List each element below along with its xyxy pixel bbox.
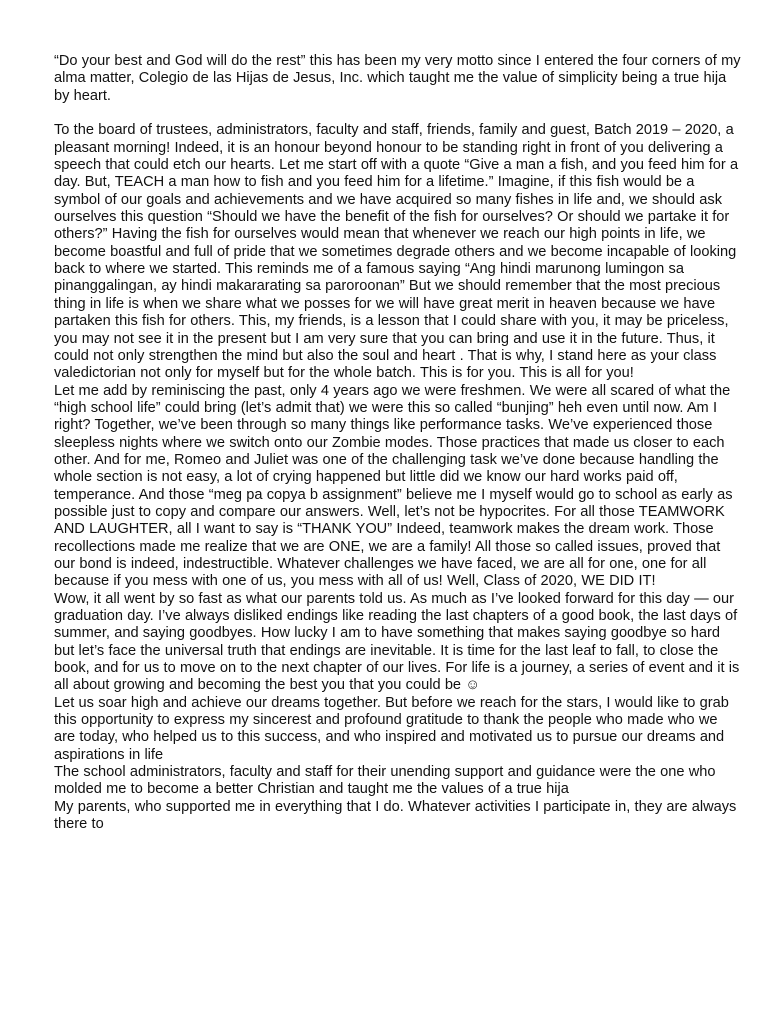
school-thanks-paragraph: The school administrators, faculty and staff for their unending support and guidance were the one who molded me to become a better Christian and taught me the values of a true hija xyxy=(54,764,716,798)
paragraph-spacer xyxy=(54,105,742,122)
document-page xyxy=(54,53,742,833)
parents-thanks-paragraph: My parents, who supported me in everything that I do. Whatever activities I participate in, they are always there to xyxy=(54,798,737,833)
greeting-paragraph: To the board of trustees, administrators, faculty and staff, friends, family and guest, Batch 2019 – 2020, a pleasant morning! Indeed, it is an honour beyond honour to be standing right in front of you delivering a speech that could etch our hearts. Let me start off with a quote “Give a man a fish, and you feed him for a day. But, TEACH a man how to fish and you feed him for a lifetime.” Imagine, if this fish would be a symbol of our goals and achievements and we have acquired so many fishes in life and, we should ask ourselves this question “Should we have the benefit of the fish for ourselves? Or should we partake it for others?” Having the fish for ourselves would mean that whenever we reach our high points in life, we become boastful and full of pride that we sometimes degrade others and we become incapable of looking back to where we started. This reminds me of a famous saying “Ang hindi marunong lumingon sa pinanggalingan, ay hindi makararating sa paroroonan” But we should remember that the most precious thing in life is when we share what we posses for we will have great merit in heaven because we have partaken this fish for others. This, my friends, is a lesson that I could share with you, it may be priceless, you may not see it in the present but I am very sure that you can bring and use it in the future. Thus, it could not only strengthen the mind but also the soul and heart . That is why, I stand here as your class valedictorian not only for myself but for the whole batch. This is for you. This is all for you! xyxy=(54,122,739,382)
gratitude-intro-paragraph: Let us soar high and achieve our dreams together. But before we reach for the stars, I would like to grab this opportunity to express my sincerest and profound gratitude to thank the people who made who we are today, who helped us to this success, and who inspired and motivated us to pursue our dreams and aspirations in life xyxy=(54,694,729,763)
graduation-day-paragraph: Wow, it all went by so fast as what our parents told us. As much as I’ve looked forward for this day — our graduation day. I’ve always disliked endings like reading the last chapters of a good book, the last days of summer, and saying goodbyes. How lucky I am to have something that makes saying goodbye so hard but let’s face the universal truth that endings are inevitable. It is time for the last leaf to fall, to close the book, and for us to move on to the next chapter of our lives. For life is a journey, a series of event and it is all about growing and becoming the best you that you could be ☺ xyxy=(54,590,740,694)
opening-motto-paragraph: “Do your best and God will do the rest” this has been my very motto since I entered the four corners of my alma matter, Colegio de las Hijas de Jesus, Inc. which taught me the value of simplicity being a true hija by heart. xyxy=(54,53,741,104)
reminiscing-paragraph: Let me add by reminiscing the past, only 4 years ago we were freshmen. We were all scared of what the “high school life” could bring (let’s admit that) we were this so called “bunjing” heh even until now. Am I right? Together, we’ve been through so many things like performance tasks. We’ve experienced those sleepless nights where we switch onto our Zombie modes. Those practices that made us closer to each other. And for me, Romeo and Juliet was one of the challenging task we’ve done because handling the whole section is not easy, a lot of crying happened but little did we know our hard works paid off, temperance. And those “meg pa copya b assignment” believe me I myself would go to school as early as possible just to copy and compare our answers. Well, let’s not be hypocrites. For all those TEAMWORK AND LAUGHTER, all I want to say is “THANK YOU” Indeed, teamwork makes the dream work. Those recollections made me realize that we are ONE, we are a family! All those so called issues, proved that our bond is indeed, indestructible. Whatever challenges we have faced, we are all for one, one for all because if you mess with one of us, you mess with all of us! Well, Class of 2020, WE DID IT! xyxy=(54,382,733,590)
